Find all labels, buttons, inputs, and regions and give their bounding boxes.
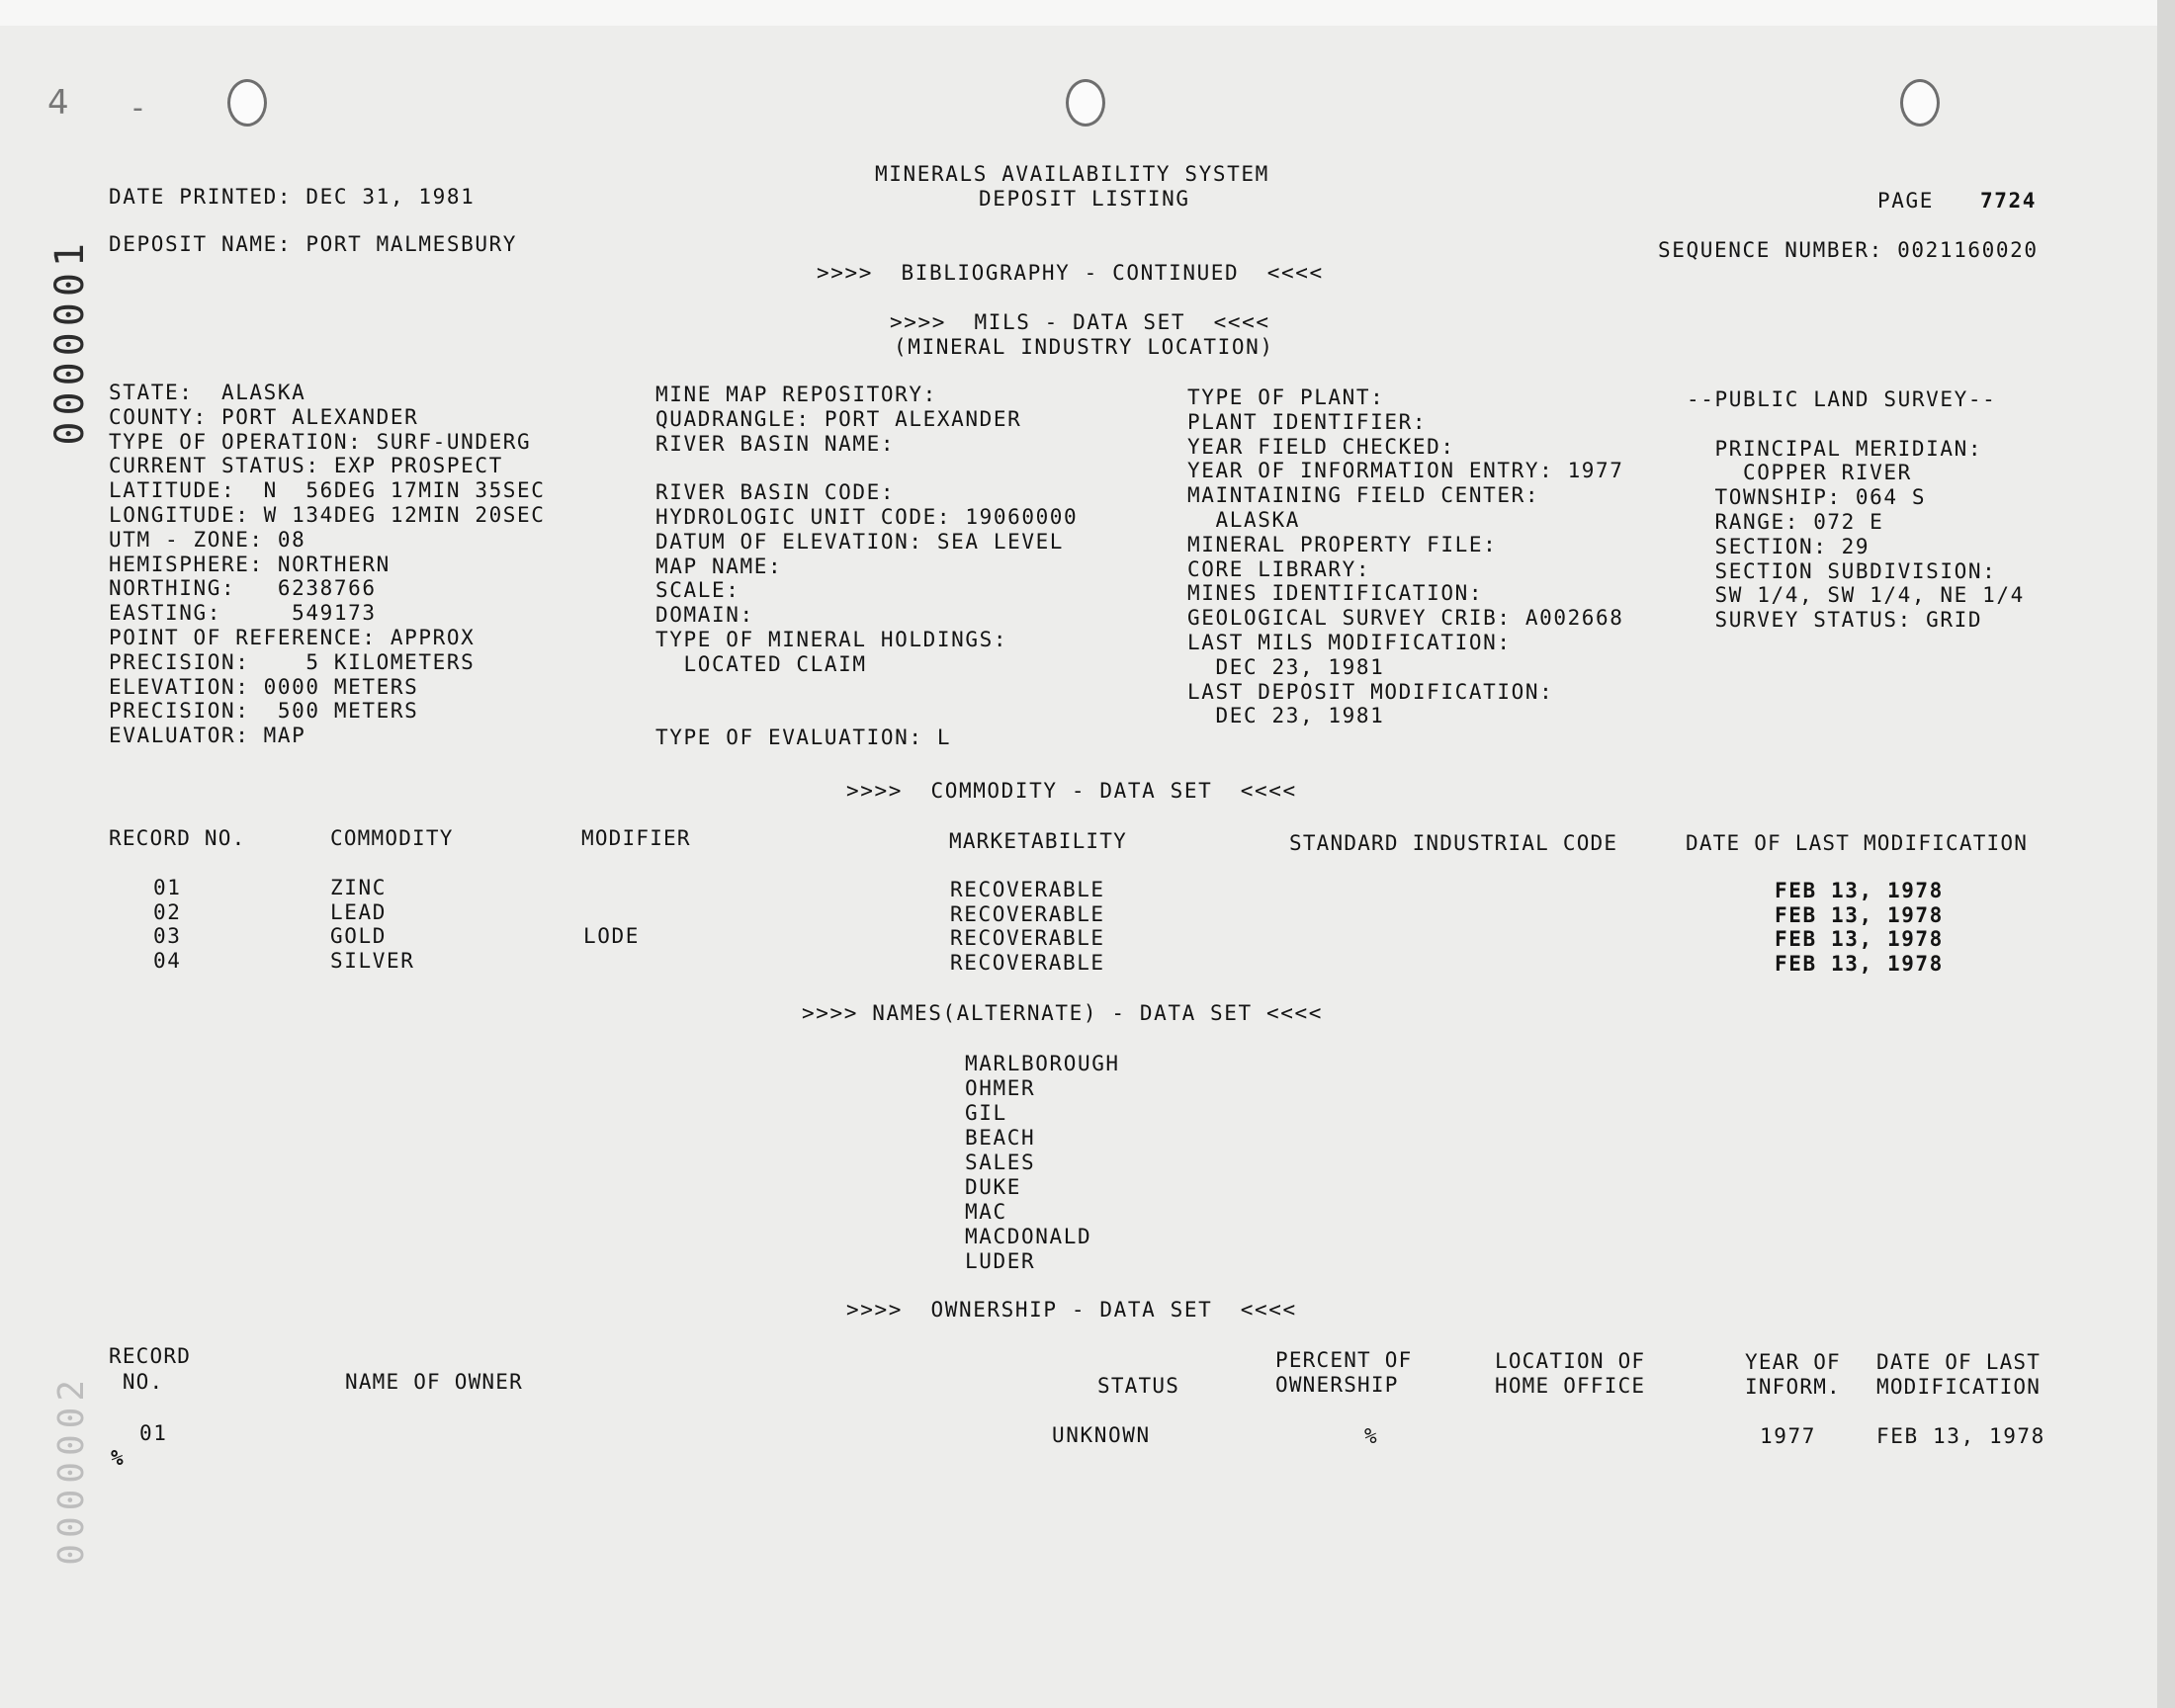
ownership-heading: >>>> OWNERSHIP - DATA SET <<<< — [846, 1298, 1297, 1322]
ownership-row-percent: % — [1364, 1424, 1379, 1448]
commodity-record-no: 03 — [153, 924, 182, 948]
commodity-date: FEB 13, 1978 — [1775, 903, 1944, 927]
alternate-name: GIL — [965, 1101, 1007, 1125]
mils-field: CORE LIBRARY: — [1187, 557, 1371, 581]
mils-field: ALASKA — [1187, 508, 1300, 532]
ownership-row-record: 01 — [139, 1421, 168, 1445]
mils-field: STATE: ALASKA — [109, 381, 306, 404]
names-heading: >>>> NAMES(ALTERNATE) - DATA SET <<<< — [802, 1001, 1323, 1025]
mils-field: LAST MILS MODIFICATION: — [1187, 631, 1512, 654]
ownership-row-status: UNKNOWN — [1052, 1423, 1151, 1447]
mils-field: MAINTAINING FIELD CENTER: — [1187, 483, 1540, 507]
mils-field: DATUM OF ELEVATION: SEA LEVEL — [655, 530, 1065, 554]
ownership-header-status: STATUS — [1097, 1374, 1180, 1398]
commodity-header-marketability: MARKETABILITY — [949, 829, 1127, 853]
mils-field: TYPE OF MINERAL HOLDINGS: — [655, 628, 1008, 651]
commodity-name: LEAD — [330, 900, 387, 924]
page-number: 7724 — [1980, 189, 2037, 213]
commodity-record-no: 01 — [153, 876, 182, 899]
commodity-marketability: RECOVERABLE — [950, 926, 1105, 950]
mils-field: TYPE OF PLANT: — [1187, 385, 1385, 409]
mils-field: TOWNSHIP: 064 S — [1687, 485, 1927, 509]
mils-field: YEAR OF INFORMATION ENTRY: 1977 — [1187, 459, 1624, 482]
mils-field: ELEVATION: 0000 METERS — [109, 675, 419, 699]
mils-field: PRINCIPAL MERIDIAN: — [1687, 437, 1983, 461]
ownership-header-year-1: YEAR OF — [1745, 1350, 1841, 1374]
commodity-name: GOLD — [330, 924, 387, 948]
mils-field: LOCATED CLAIM — [655, 652, 867, 676]
alternate-name: BEACH — [965, 1126, 1036, 1150]
commodity-header-commodity: COMMODITY — [330, 826, 454, 850]
ownership-header-record-1: RECORD — [109, 1344, 192, 1368]
mils-field: SCALE: — [655, 578, 740, 602]
ownership-header-name: NAME OF OWNER — [345, 1370, 523, 1394]
commodity-heading: >>>> COMMODITY - DATA SET <<<< — [846, 779, 1297, 803]
listing-title: DEPOSIT LISTING — [979, 187, 1190, 211]
mils-field: QUADRANGLE: PORT ALEXANDER — [655, 407, 1022, 431]
mils-field: DEC 23, 1981 — [1187, 704, 1385, 727]
mils-field: TYPE OF OPERATION: SURF-UNDERG — [109, 430, 532, 454]
mils-field: DOMAIN: — [655, 603, 754, 627]
ownership-row-date: FEB 13, 1978 — [1876, 1424, 2045, 1448]
commodity-date: FEB 13, 1978 — [1775, 879, 1944, 902]
punch-hole-right — [1900, 79, 1940, 127]
punch-hole-left — [227, 79, 267, 127]
commodity-header-sic: STANDARD INDUSTRIAL CODE — [1289, 831, 1618, 855]
ownership-header-location-1: LOCATION OF — [1495, 1349, 1646, 1373]
mils-field: MINERAL PROPERTY FILE: — [1187, 533, 1498, 556]
commodity-name: SILVER — [330, 949, 415, 973]
mils-field: TYPE OF EVALUATION: L — [655, 726, 952, 749]
margin-stamp-number-faint: 0000002 — [51, 1374, 92, 1566]
mils-field: RANGE: 072 E — [1687, 510, 1884, 534]
mils-field: --PUBLIC LAND SURVEY-- — [1687, 387, 1997, 411]
ownership-header-year-2: INFORM. — [1745, 1375, 1841, 1399]
commodity-marketability: RECOVERABLE — [950, 951, 1105, 975]
mils-field: MAP NAME: — [655, 555, 783, 578]
mils-field: RIVER BASIN CODE: — [655, 480, 896, 504]
mils-field: GEOLOGICAL SURVEY CRIB: A002668 — [1187, 606, 1624, 630]
commodity-name: ZINC — [330, 876, 387, 899]
mils-field: COPPER RIVER — [1687, 461, 1912, 484]
mils-field: HYDROLOGIC UNIT CODE: 19060000 — [655, 505, 1079, 529]
alternate-name: MAC — [965, 1200, 1007, 1224]
alternate-name: DUKE — [965, 1175, 1021, 1199]
mils-field: SECTION SUBDIVISION: — [1687, 559, 1997, 583]
commodity-header-record: RECORD NO. — [109, 826, 246, 850]
ownership-header-date-1: DATE OF LAST — [1876, 1350, 2042, 1374]
system-title: MINERALS AVAILABILITY SYSTEM — [875, 162, 1269, 186]
mils-field: EVALUATOR: MAP — [109, 724, 306, 747]
mils-field: POINT OF REFERENCE: APPROX — [109, 626, 476, 649]
mils-field: YEAR FIELD CHECKED: — [1187, 435, 1455, 459]
mils-field: UTM - ZONE: 08 — [109, 528, 306, 552]
mils-heading: >>>> MILS - DATA SET <<<< — [890, 310, 1270, 334]
mils-field: RIVER BASIN NAME: — [655, 432, 896, 456]
ownership-header-date-2: MODIFICATION — [1876, 1375, 2042, 1399]
paper-right-edge — [2157, 0, 2175, 1708]
commodity-header-date: DATE OF LAST MODIFICATION — [1686, 831, 2029, 855]
mils-field: NORTHING: 6238766 — [109, 576, 377, 600]
mils-field: DEC 23, 1981 — [1187, 655, 1385, 679]
commodity-marketability: RECOVERABLE — [950, 902, 1105, 926]
sequence-number: SEQUENCE NUMBER: 0021160020 — [1658, 238, 2039, 262]
mils-field: SW 1/4, SW 1/4, NE 1/4 — [1687, 583, 2025, 607]
ownership-row-year: 1977 — [1760, 1424, 1816, 1448]
alternate-name: SALES — [965, 1151, 1036, 1174]
ownership-header-record-2: NO. — [109, 1370, 164, 1394]
mils-field: PLANT IDENTIFIER: — [1187, 410, 1428, 434]
commodity-date: FEB 13, 1978 — [1775, 927, 1944, 951]
paper-top-edge — [0, 0, 2175, 26]
mils-field: HEMISPHERE: NORTHERN — [109, 553, 391, 576]
commodity-modifier: LODE — [583, 924, 640, 948]
margin-mark-dash: - — [132, 91, 143, 126]
mils-field: LAST DEPOSIT MODIFICATION: — [1187, 680, 1554, 704]
alternate-name: MACDONALD — [965, 1225, 1092, 1248]
margin-mark-4: 4 — [47, 83, 69, 123]
punch-hole-center — [1066, 79, 1105, 127]
mils-subheading: (MINERAL INDUSTRY LOCATION) — [894, 335, 1274, 359]
mils-field: PRECISION: 500 METERS — [109, 699, 419, 723]
commodity-date: FEB 13, 1978 — [1775, 952, 1944, 976]
commodity-marketability: RECOVERABLE — [950, 878, 1105, 901]
date-printed: DATE PRINTED: DEC 31, 1981 — [109, 185, 476, 209]
page-label: PAGE — [1877, 189, 1934, 213]
mils-field: SECTION: 29 — [1687, 535, 1870, 558]
mils-field: MINE MAP REPOSITORY: — [655, 383, 937, 406]
mils-field: COUNTY: PORT ALEXANDER — [109, 405, 419, 429]
mils-field: SURVEY STATUS: GRID — [1687, 608, 1983, 632]
alternate-name: MARLBOROUGH — [965, 1052, 1120, 1075]
bibliography-heading: >>>> BIBLIOGRAPHY - CONTINUED <<<< — [817, 261, 1324, 285]
mils-field: LATITUDE: N 56DEG 17MIN 35SEC — [109, 478, 546, 502]
mils-field: MINES IDENTIFICATION: — [1187, 581, 1484, 605]
mils-field: LONGITUDE: W 134DEG 12MIN 20SEC — [109, 503, 546, 527]
commodity-header-modifier: MODIFIER — [581, 826, 691, 850]
ownership-header-percent-1: PERCENT OF — [1275, 1348, 1413, 1372]
mils-field: CURRENT STATUS: EXP PROSPECT — [109, 454, 503, 477]
ownership-footnote: % — [111, 1446, 126, 1470]
alternate-name: OHMER — [965, 1076, 1036, 1100]
mils-field: EASTING: 549173 — [109, 601, 377, 625]
margin-stamp-number: 0000001 — [47, 237, 93, 446]
ownership-header-percent-2: OWNERSHIP — [1275, 1373, 1399, 1397]
commodity-record-no: 02 — [153, 900, 182, 924]
commodity-record-no: 04 — [153, 949, 182, 973]
alternate-name: LUDER — [965, 1249, 1036, 1273]
deposit-name: DEPOSIT NAME: PORT MALMESBURY — [109, 232, 518, 256]
ownership-header-location-2: HOME OFFICE — [1495, 1374, 1646, 1398]
mils-field: PRECISION: 5 KILOMETERS — [109, 650, 476, 674]
